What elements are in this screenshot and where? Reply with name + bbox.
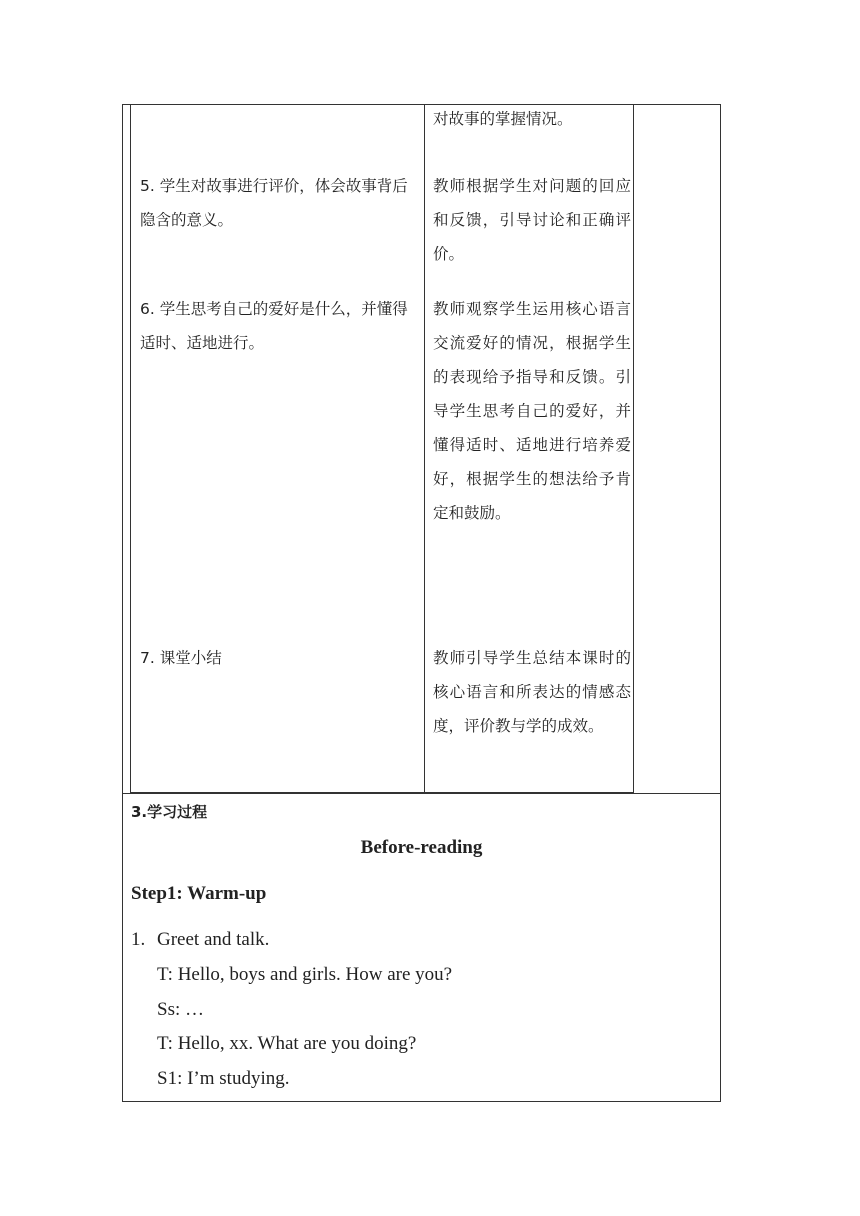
stage-heading: Before-reading <box>360 837 483 858</box>
dialogue-line: T: Hello, xx. What are you doing? <box>157 1033 417 1054</box>
item-title: Greet and talk. <box>157 929 270 950</box>
dialogue-line: S1: I’m studying. <box>157 1068 290 1089</box>
dialogue-line: Ss: … <box>157 999 204 1020</box>
activity-cell-7: 7. 课堂小结 <box>140 649 222 667</box>
evaluation-cell-5: 教师根据学生对问题的回应和反馈，引导讨论和正确评价。 <box>433 177 631 263</box>
evaluation-cell-6: 教师观察学生运用核心语言交流爱好的情况，根据学生的表现给予指导和反馈。引导学生思考自己的爱好，并懂得适时、适地进行培养爱好，根据学生的想法给予肯定和鼓励。 <box>433 300 631 522</box>
activity-cell-5: 5. 学生对故事进行评价，体会故事背后隐含的意义。 <box>140 177 408 229</box>
step-heading: Step1: Warm-up <box>131 883 267 904</box>
item-number: 1. <box>131 929 146 950</box>
activity-cell-6: 6. 学生思考自己的爱好是什么，并懂得适时、适地进行。 <box>140 300 408 352</box>
column-divider <box>424 105 425 792</box>
evaluation-cell-1: 对故事的掌握情况。 <box>433 110 573 128</box>
section-divider <box>123 793 720 794</box>
dialogue-line: T: Hello, boys and girls. How are you? <box>157 964 453 985</box>
section-title: 3.学习过程 <box>131 803 208 821</box>
process-evaluation-table <box>130 105 634 793</box>
evaluation-cell-7: 教师引导学生总结本课时的核心语言和所表达的情感态度，评价教与学的成效。 <box>433 649 631 735</box>
lesson-plan-table <box>122 104 721 1102</box>
